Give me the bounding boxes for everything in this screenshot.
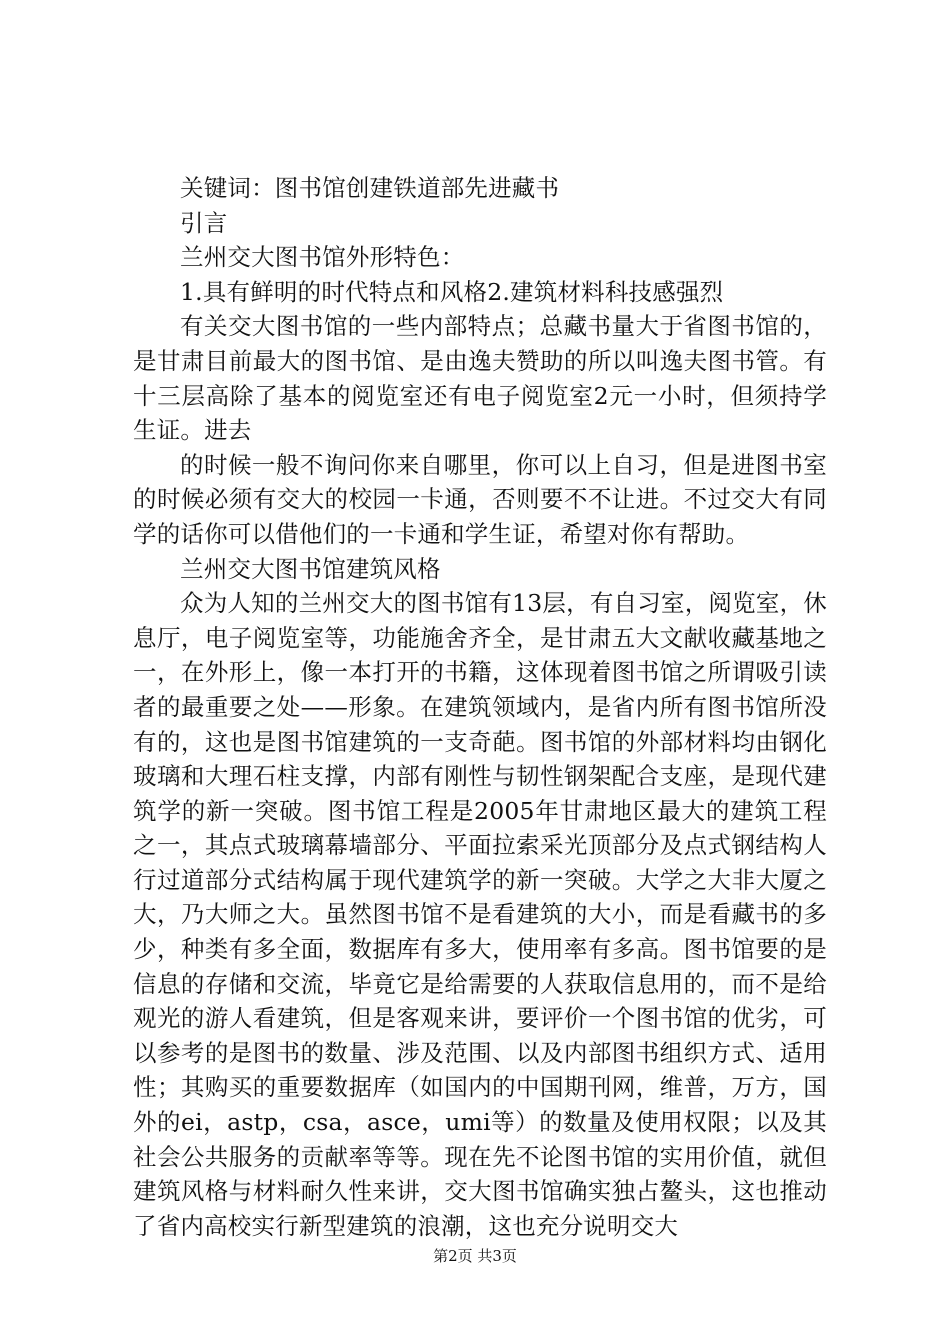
feature-list-line: 1.具有鲜明的时代特点和风格2.建筑材料科技感强烈 [180, 277, 724, 306]
body-paragraph: 有关交大图书馆的一些内部特点；总藏书量大于省图书馆的，是甘肃目前最大的图书馆、是由逸夫赞助的所以叫逸夫图书管。有十三层高除了基本的阅览室还有电子阅览室2元一小时，但须持学生证。进去 [133, 312, 827, 445]
document-body [133, 171, 827, 1243]
section-heading-architecture: 兰州交大图书馆建筑风格 [180, 554, 441, 583]
section-heading-intro: 引言 [180, 208, 228, 237]
page-number: 第2页 共3页 [433, 1247, 517, 1265]
body-paragraph: 众为人知的兰州交大的图书馆有13层，有自习室，阅览室，休息厅，电子阅览室等，功能施舍齐全，是甘肃五大文献收藏基地之一，在外形上，像一本打开的书籍，这体现着图书馆之所谓吸引读者的最重要之处——形象。在建筑领域内，是省内所有图书馆所没有的，这也是图书馆建筑的一支奇葩。图书馆的外部材料均由钢化玻璃和大理石柱支撑，内部有刚性与韧性钢架配合支座，是现代建筑学的新一突破。图书馆工程是2005年甘肃地区最大的建筑工程之一，其点式玻璃幕墙部分、平面拉索采光顶部分及点式钢结构人行过道部分式结构属于现代建筑学的新一突破。大学之大非大厦之大，乃大师之大。虽然图书馆不是看建筑的大小，而是看藏书的多少，种类有多全面，数据库有多大，使用率有多高。图书馆要的是信息的存储和交流，毕竟它是给需要的人获取信息用的，而不是给观光的游人看建筑，但是客观来讲，要评价一个图书馆的优劣，可以参考的是图书的数量、涉及范围、以及内部图书组织方式、适用性；其购买的重要数据库（如国内的中国期刊网，维普，万方，国外的ei，astp，csa，asce，umi等）的数量及使用权限；以及其社会公共服务的贡献率等等。现在先不论图书馆的实用价值，就但建筑风格与材料耐久性来讲，交大图书馆确实独占鳌头，这也推动了省内高校实行新型建筑的浪潮，这也充分说明交大 [133, 589, 827, 1240]
keywords-line: 关键词：图书馆创建铁道部先进藏书 [180, 174, 560, 202]
body-paragraph: 的时候一般不询问你来自哪里，你可以上自习，但是进图书室的时候必须有交大的校园一卡通，否则要不不让进。不过交大有同学的话你可以借他们的一卡通和学生证，希望对你有帮助。 [133, 450, 827, 548]
section-heading-exterior: 兰州交大图书馆外形特色： [180, 243, 465, 272]
